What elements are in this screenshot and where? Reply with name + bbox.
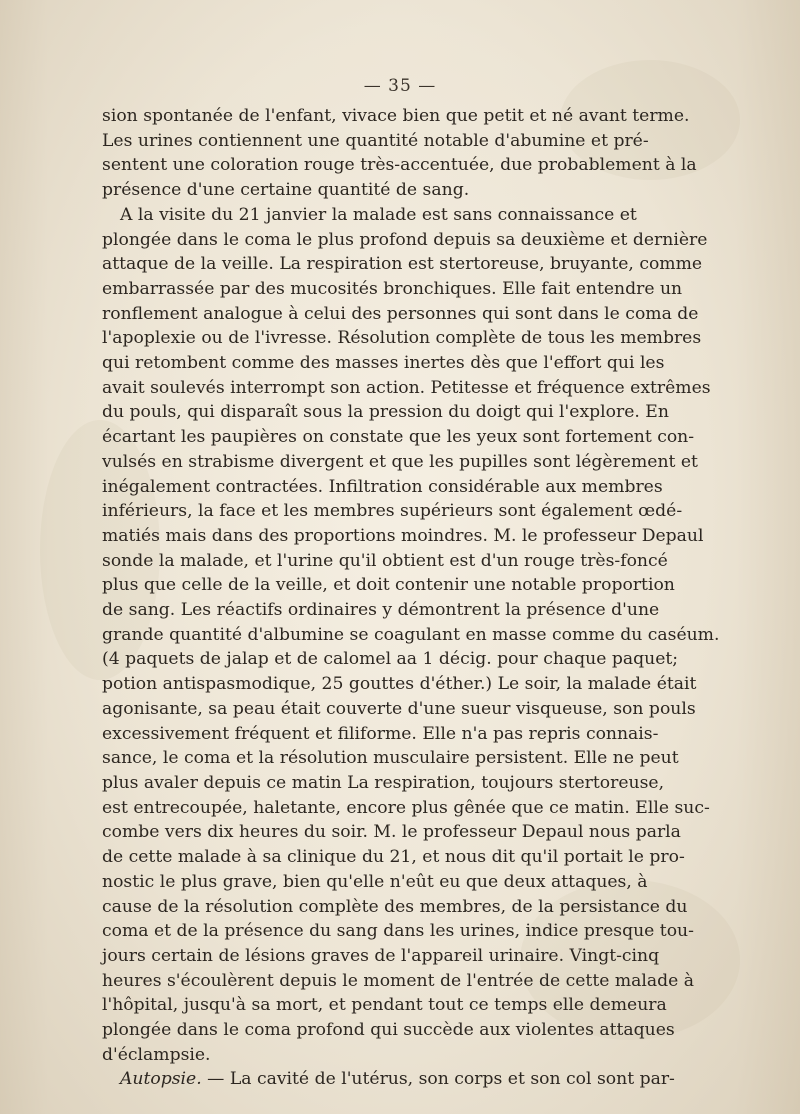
text-line: (4 paquets de jalap et de calomel aa 1 décig. pour chaque paquet; <box>102 649 679 670</box>
text-line: de cette malade à sa clinique du 21, et nous dit qu'il portait le pro- <box>102 847 685 868</box>
text-line: plus avaler depuis ce matin La respiration, toujours stertoreuse, <box>102 772 665 793</box>
text-line: grande quantité d'albumine se coagulant en masse comme du caséum. <box>102 624 720 645</box>
text-line: inégalement contractées. Infiltration considérable aux membres <box>102 476 663 497</box>
paragraph-2 <box>102 203 720 1068</box>
text-line: qui retombent comme des masses inertes dès que l'effort qui les <box>102 353 665 374</box>
text-line: matiés mais dans des proportions moindres. M. le professeur Depaul <box>102 525 704 546</box>
paragraph-3 <box>102 1067 675 1092</box>
text-line: écartant les paupières on constate que les yeux sont fortement con- <box>102 427 695 448</box>
text-line: l'apoplexie ou de l'ivresse. Résolution complète de tous les membres <box>102 328 702 349</box>
text-line: excessivement fréquent et filiforme. Elle n'a pas repris connais- <box>102 723 659 744</box>
text-line: jours certain de lésions graves de l'appareil urinaire. Vingt-cinq <box>102 945 660 966</box>
text-line: agonisante, sa peau était couverte d'une sueur visqueuse, son pouls <box>102 698 696 719</box>
text-line: plus que celle de la veille, et doit contenir une notable proportion <box>102 575 675 596</box>
page-number: — 35 — <box>363 76 437 96</box>
text-line: l'hôpital, jusqu'à sa mort, et pendant tout ce temps elle demeura <box>102 995 667 1016</box>
text-line: inférieurs, la face et les membres supérieurs sont également œdé- <box>102 501 683 522</box>
text-line: vulsés en strabisme divergent et que les pupilles sont légèrement et <box>102 451 698 472</box>
text-line: ronflement analogue à celui des personnes qui sont dans le coma de <box>102 303 699 324</box>
text-fragment: — La cavité de l'utérus, son corps et son col sont par- <box>201 1069 675 1090</box>
text-line: nostic le plus grave, bien qu'elle n'eût eu que deux attaques, à <box>102 871 648 892</box>
text-line: d'éclampsie. <box>102 1044 211 1065</box>
text-line: sion spontanée de l'enfant, vivace bien que petit et né avant terme. <box>102 106 690 126</box>
text-line: combe vers dix heures du soir. M. le professeur Depaul nous parla <box>102 822 681 843</box>
text-line: potion antispasmodique, 25 gouttes d'éther.) Le soir, la malade était <box>102 674 697 695</box>
section-heading: Autopsie. <box>120 1069 202 1090</box>
text-line <box>102 1067 675 1092</box>
text-line: attaque de la veille. La respiration est stertoreuse, bruyante, comme <box>102 254 703 275</box>
paragraph-1 <box>102 104 697 203</box>
text-line: cause de la résolution complète des membres, de la persistance du <box>102 896 688 917</box>
text-line: plongée dans le coma le plus profond depuis sa deuxième et dernière <box>102 229 708 250</box>
text-line: sentent une coloration rouge très-accentuée, due probablement à la <box>102 155 697 176</box>
text-line: heures s'écoulèrent depuis le moment de l'entrée de cette malade à <box>102 970 695 991</box>
text-line: plongée dans le coma profond qui succède aux violentes attaques <box>102 1020 675 1041</box>
text-line: est entrecoupée, haletante, encore plus gênée que ce matin. Elle suc- <box>102 797 710 818</box>
text-line: coma et de la présence du sang dans les urines, indice presque tou- <box>102 921 694 942</box>
text-line: A la visite du 21 janvier la malade est sans connaissance et <box>120 204 637 225</box>
text-line: de sang. Les réactifs ordinaires y démontrent la présence d'une <box>102 600 660 621</box>
text-line: avait soulevés interrompt son action. Petitesse et fréquence extrêmes <box>102 377 711 398</box>
body-text <box>102 104 720 1092</box>
text-line: embarrassée par des mucosités bronchiques. Elle fait entendre un <box>102 278 683 299</box>
text-line: sance, le coma et la résolution musculaire persistent. Elle ne peut <box>102 748 679 769</box>
text-line: Les urines contiennent une quantité notable d'abumine et pré- <box>102 130 649 151</box>
text-line: sonde la malade, et l'urine qu'il obtient est d'un rouge très-foncé <box>102 550 668 571</box>
text-line: du pouls, qui disparaît sous la pression du doigt qui l'explore. En <box>102 402 669 423</box>
text-line: présence d'une certaine quantité de sang. <box>102 180 470 201</box>
